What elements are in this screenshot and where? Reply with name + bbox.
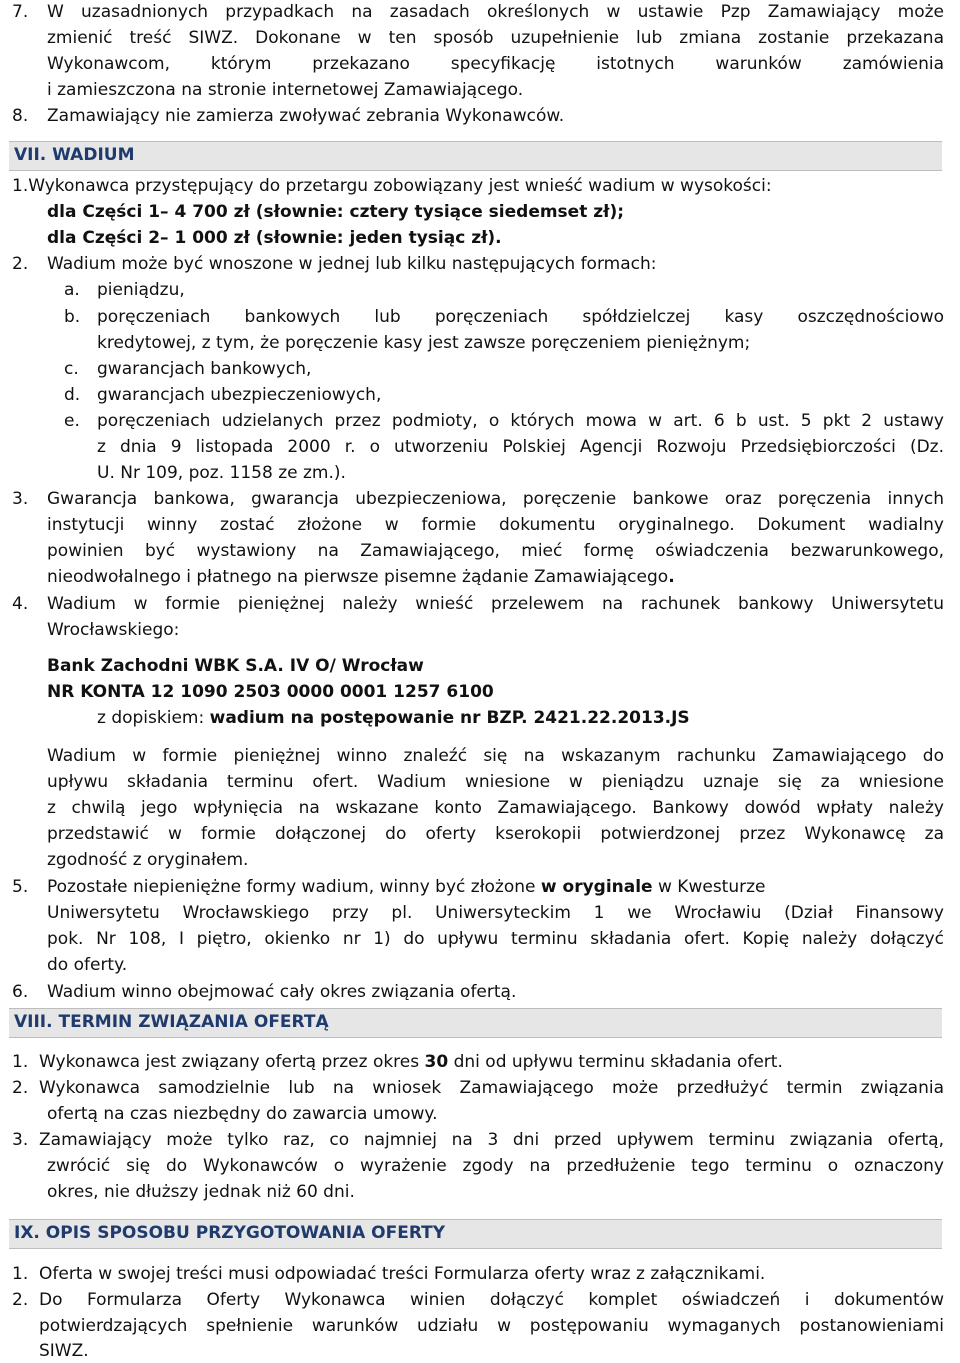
text-line: Wadium w formie pieniężnej winno znaleźć się na wskazanym rachunku Zamawiającego do [47,746,944,766]
section-title: VII. WADIUM [14,145,135,165]
item-number: 2. [12,1078,29,1098]
section-title: VIII. TERMIN ZWIĄZANIA OFERTĄ [14,1012,329,1032]
item-number: 6. [12,982,29,1002]
sub-item-letter: c. [64,359,79,379]
text-line: ofertą na czas niezbędny do zawarcia umowy. [47,1104,438,1124]
item-number: 3. [12,489,29,509]
text-line: Wykonawcom, którym przekazano specyfikację istotnych warunków zamówienia [47,54,944,74]
item-number: 5. [12,877,29,897]
text-line: i zamieszczona na stronie internetowej Zamawiającego. [47,80,524,100]
item-number: 1. [12,1052,29,1072]
text-segment-bold: w oryginale [540,877,653,897]
text-line: Wrocławskiego: [47,620,180,640]
text-segment: w Kwesturze [652,877,766,897]
text-line: dla Części 1– 4 700 zł (słownie: cztery tysiące siedemset zł); [47,202,625,222]
text-line: poręczeniach udzielanych przez podmioty, o których mowa w art. 6 b ust. 5 pkt 2 ustawy [97,411,944,431]
item-number: 3. [12,1130,29,1150]
sub-item-letter: e. [64,411,80,431]
text-line: SIWZ. [39,1341,89,1361]
text-line: pieniądzu, [97,280,185,300]
text-line: gwarancjach ubezpieczeniowych, [97,385,382,405]
text-line: poręczeniach bankowych lub poręczeniach spółdzielczej kasy oszczędnościowo [97,307,944,327]
note-value: wadium na postępowanie nr BZP. 2421.22.2013.JS [209,708,690,728]
item-number: 2. [12,254,29,274]
text-line [47,875,765,899]
text-line: W uzasadnionych przypadkach na zasadach określonych w ustawie Pzp Zamawiający może [47,2,944,22]
text-line: Gwarancja bankowa, gwarancja ubezpieczeniowa, poręczenie bankowe oraz poręczenia innych [47,489,944,509]
text-segment-bold: 30 [424,1052,449,1072]
text-line: upływu składania terminu ofert. Wadium wniesione w pieniądzu uznaje się za wniesione [47,772,944,792]
sub-item-letter: a. [64,280,80,300]
note-label: z dopiskiem: [97,708,210,728]
text-line: gwarancjach bankowych, [97,359,312,379]
text-line: Wadium w formie pieniężnej należy wnieść przelewem na rachunek bankowy Uniwersytetu [47,594,944,614]
account-number: NR KONTA 12 1090 2503 0000 0001 1257 6100 [47,682,494,702]
text-segment: nieodwołalnego i płatnego na pierwsze pisemne żądanie Zamawiającego [47,567,669,587]
item-number: 4. [12,594,29,614]
text-line: pok. Nr 108, I piętro, okienko nr 1) do upływu terminu składania ofert. Kopię należy dołączyć [47,929,944,949]
item-number: 8. [12,106,29,126]
text-line: przedstawić w formie dołączonej do oferty kserokopii potwierdzonej przez Wykonawcę za [47,824,944,844]
text-line [47,565,675,589]
text-line: U. Nr 109, poz. 1158 ze zm.). [97,463,346,483]
transfer-note [97,706,690,730]
text-line: zwrócić się do Wykonawców o wyrażenie zgody na przedłużenie tego terminu o oznaczony [47,1156,944,1176]
text-line: z dnia 9 listopada 2000 r. o utworzeniu Polskiej Agencji Rozwoju Przedsiębiorczości (Dz. [97,437,944,457]
text-line: kredytowej, z tym, że poręczenie kasy jest zawsze poręczeniem pieniężnym; [97,333,751,353]
section-header-bar [9,141,942,171]
text-line [39,1050,783,1074]
text-segment: Pozostałe niepieniężne formy wadium, winny być złożone [47,877,541,897]
text-line: Wadium winno obejmować cały okres związania ofertą. [47,982,517,1002]
item-number: 2. [12,1290,29,1310]
text-line: okres, nie dłuższy jednak niż 60 dni. [47,1182,355,1202]
text-line: potwierdzających spełnienie warunków udziału w postępowaniu wymaganych postanowieniami [39,1316,944,1336]
text-line: zgodność z oryginałem. [47,850,249,870]
text-line: Wykonawca samodzielnie lub na wniosek Zamawiającego może przedłużyć termin związania [39,1078,944,1098]
bank-name: Bank Zachodni WBK S.A. IV O/ Wrocław [47,656,424,676]
text-line: Oferta w swojej treści musi odpowiadać treści Formularza oferty wraz z załącznikami. [39,1264,766,1284]
item-number: 1. [12,1264,29,1284]
text-line: powinien być wystawiony na Zamawiającego, mieć formę oświadczenia bezwarunkowego, [47,541,944,561]
text-line: do oferty. [47,955,128,975]
section-title: IX. OPIS SPOSOBU PRZYGOTOWANIA OFERTY [14,1223,446,1243]
text-line: Zamawiający nie zamierza zwoływać zebrania Wykonawców. [47,106,565,126]
text-line: Zamawiający może tylko raz, co najmniej na 3 dni przed upływem terminu związania ofertą, [39,1130,944,1150]
sub-item-letter: b. [64,307,81,327]
item-number: 7. [12,2,29,22]
sub-item-letter: d. [64,385,81,405]
text-line: dla Części 2– 1 000 zł (słownie: jeden tysiąc zł). [47,228,502,248]
text-line: z chwilą jego wpłynięcia na wskazane konto Zamawiającego. Bankowy dowód wpłaty należy [47,798,944,818]
text-line: 1.Wykonawca przystępujący do przetargu zobowiązany jest wnieść wadium w wysokości: [12,176,772,196]
text-line: Do Formularza Oferty Wykonawca winien dołączyć komplet oświadczeń i dokumentów [39,1290,944,1310]
text-line: zmienić treść SIWZ. Dokonane w ten sposób uzupełnienie lub zmiana zostanie przekazana [47,28,944,48]
text-line: Wadium może być wnoszone w jednej lub kilku następujących formach: [47,254,657,274]
text-segment: . [668,567,675,587]
text-segment: dni od upływu terminu składania ofert. [448,1052,783,1072]
text-segment: Wykonawca jest związany ofertą przez okres [39,1052,425,1072]
text-line: Uniwersytetu Wrocławskiego przy pl. Uniwersyteckim 1 we Wrocławiu (Dział Finansowy [47,903,944,923]
text-line: instytucji winny zostać złożone w formie dokumentu oryginalnego. Dokument wadialny [47,515,944,535]
